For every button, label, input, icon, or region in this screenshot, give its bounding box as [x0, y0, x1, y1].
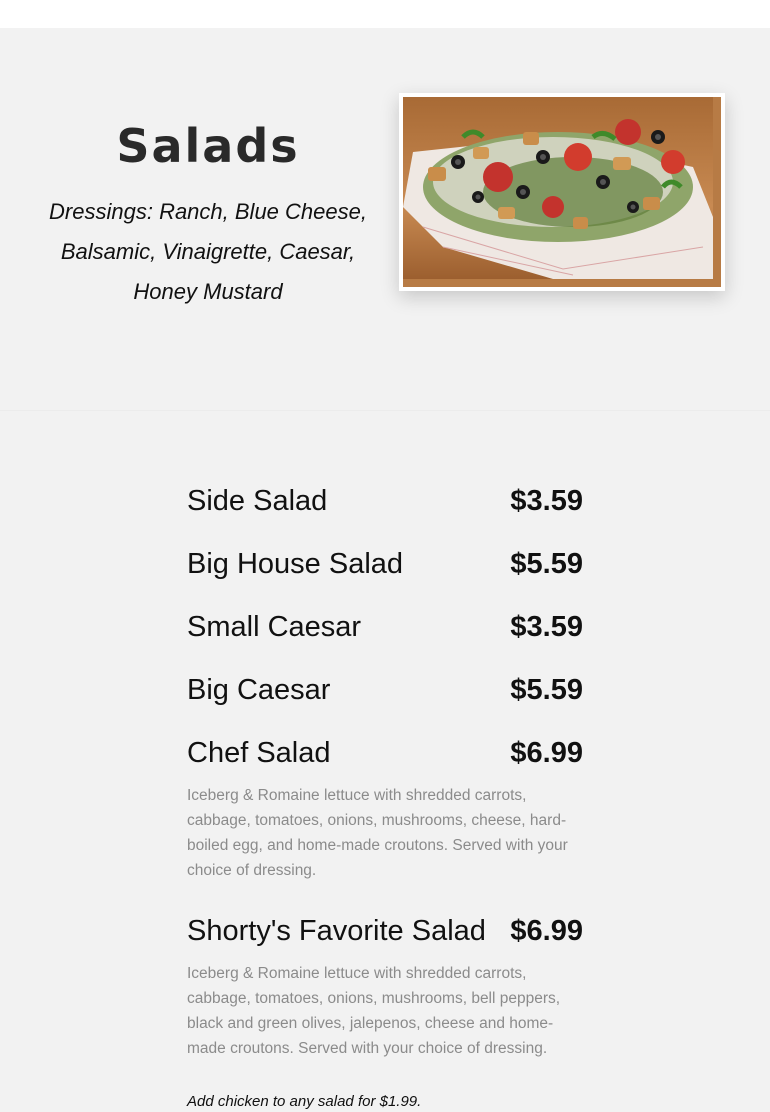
item-name: Small Caesar [187, 611, 362, 643]
hero-text [40, 118, 376, 312]
item-description: Iceberg & Romaine lettuce with shredded carrots, cabbage, tomatoes, onions, mushrooms, cheese, hard-boiled egg, and home-made croutons. Served with your choice of dressing. [187, 787, 568, 879]
item-name: Big Caesar [187, 674, 331, 706]
item-price: $3.59 [510, 485, 583, 517]
menu-item-shortys-favorite-salad [187, 911, 583, 1061]
hero-section [0, 28, 770, 410]
top-bar [0, 0, 770, 28]
item-description: Iceberg & Romaine lettuce with shredded carrots, cabbage, tomatoes, onions, mushrooms, bell peppers, black and green olives, jalepenos, cheese and home-made croutons. Served with your choice of dressing. [187, 965, 561, 1057]
item-name: Chef Salad [187, 737, 331, 769]
salad-image [403, 97, 713, 279]
dressings-subtitle: Dressings: Ranch, Blue Cheese, Balsamic, Vinaigrette, Caesar, Honey Mustard [49, 199, 367, 304]
item-price: $6.99 [510, 915, 583, 947]
menu-item-side-salad [187, 481, 583, 521]
item-name: Side Salad [187, 485, 328, 517]
menu-item-big-house-salad [187, 544, 583, 584]
menu-list [187, 481, 583, 1110]
page-title: Salads [116, 119, 300, 173]
menu-item-big-caesar [187, 670, 583, 710]
menu-item-small-caesar [187, 607, 583, 647]
item-price: $5.59 [510, 674, 583, 706]
menu-section [0, 411, 770, 1110]
menu-item-chef-salad [187, 733, 583, 883]
salad-photo [399, 93, 725, 291]
item-price: $5.59 [510, 548, 583, 580]
item-name: Shorty's Favorite Salad [187, 915, 486, 947]
item-name: Big House Salad [187, 548, 404, 580]
item-price: $6.99 [510, 737, 583, 769]
item-price: $3.59 [510, 611, 583, 643]
add-chicken-note: Add chicken to any salad for $1.99. [187, 1093, 422, 1110]
